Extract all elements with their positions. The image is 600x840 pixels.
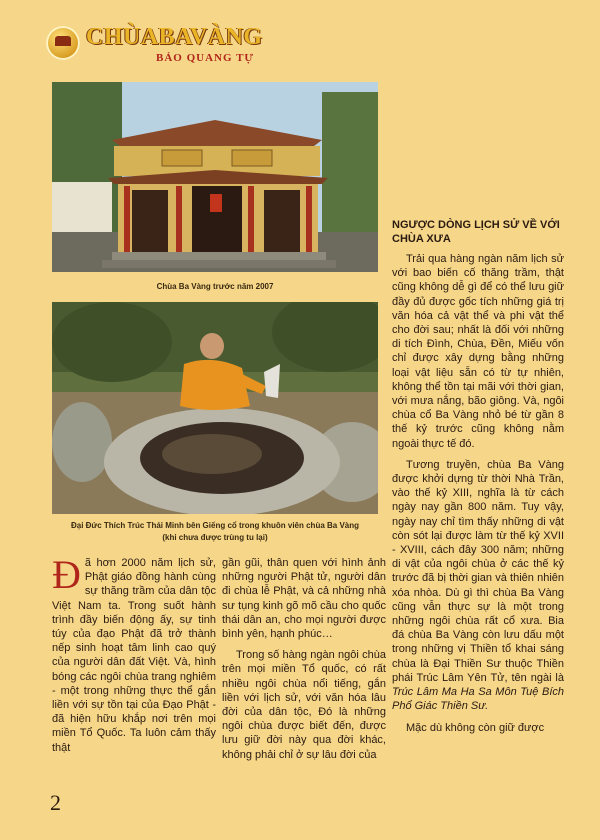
temple-logo-icon	[46, 26, 80, 60]
section-heading: NGƯỢC DÒNG LỊCH SỬ VỀ VỚI CHÙA XƯA	[392, 219, 560, 245]
old-temple-caption: Chùa Ba Vàng trước năm 2007	[156, 282, 274, 291]
bottom-left-column	[52, 552, 216, 762]
right-paragraph-3: Mặc dù không còn giữ được	[406, 721, 545, 734]
old-temple-photo	[52, 82, 378, 272]
right-paragraph-2-italic: Trúc Lâm Ma Ha Sa Môn Tuệ Bích Phổ Giác Thiền Sư.	[392, 686, 564, 713]
monk-well-caption	[46, 520, 384, 544]
drop-cap: Đ	[52, 552, 81, 597]
monk-well-photo	[52, 302, 378, 514]
right-paragraph-2	[392, 458, 564, 714]
middle-paragraph-1: gần gũi, thân quen với hình ảnh những người Phật tử, người dân đi chùa lễ Phật, và cả những nhà sư tụng kinh gõ mõ cầu cho quốc thái dân an, cho mọi người được bình yên, hạnh phúc…	[222, 557, 386, 641]
monk-well-caption-line1: Đại Đức Thích Trúc Thái Minh bên Giếng cổ trong khuôn viên chùa Ba Vàng	[70, 521, 360, 530]
bottom-middle-column	[222, 556, 386, 769]
intro-paragraph	[52, 552, 216, 755]
monk-well-caption-line2: (khi chưa được trùng tu lại)	[162, 533, 268, 542]
right-paragraph-2-main: Tương truyền, chùa Ba Vàng được khởi dựng từ thời Nhà Trần, vào thế kỷ XIII, nghĩa là từ cách ngày nay gần 800 năm. Tuy vậy, ngày nay chỉ tìm thấy những di vật còn sót lại được làm từ thế kỷ XVII - XVIII, cách đây 300 năm; những di vật của ngôi chùa ở các thế kỷ trước đã bị thời gian và thiên nhiên xóa nhòa. Dù gì thì chùa Ba Vàng cũng vẫn thực sự là một trong những ngôi chùa rất cổ xưa. Bia đá chùa Ba Vàng còn lưu dấu một trong những vị Thiền tổ khai sáng chùa là Đại Thiền Sư thuộc Thiền phái Trúc Lâm Yên Tử, tên ngài là	[392, 458, 564, 684]
right-paragraph-1: Trải qua hàng ngàn năm lịch sử với bao biến cố thăng trầm, thật cũng không dễ gì để có thể lưu giữ đầy đủ được gốc tích những giá trị văn hóa cả vật thể và phi vật thể cho đời sau; nhất là đối với những di tích Đình, Chùa, Đền, Miếu vốn chỉ được xây dựng bằng những loại vật liệu sẵn có từ tự nhiên, không thể tồn tại mãi với thời gian, với mưa nắng, bão giông. Và, ngôi chùa cổ Ba Vàng nhỏ bé từ gần 8 thế kỷ trước cũng không nằm ngoài thực tế đó.	[392, 253, 564, 450]
intro-text: ã hơn 2000 năm lịch sử, Phật giáo đồng hành cùng sự thăng trầm của dân tộc Việt Nam ta. Trong suốt hành trình đầy biến động ấy, sự tinh túy của đạo Phật đã trở thành nếp sinh hoạt tâm linh cao quý của người dân đất Việt. Và, hình bóng các ngôi chùa trang nghiêm - một trong những thực thể gắn liền với sự tồn tại của Đạo Phật - đã hiện hữu khắp nơi trên mọi miền Tổ Quốc. Ta luôn cảm thấy thật	[52, 557, 216, 754]
brand-title: CHÙABAVÀNG	[86, 24, 263, 50]
right-column	[392, 252, 564, 742]
brand-subtitle: BẢO QUANG TỰ	[156, 52, 255, 64]
middle-paragraph-2: Trong số hàng ngàn ngôi chùa trên mọi miền Tổ quốc, có rất nhiều ngôi chùa nổi tiếng, gắn liền với lịch sử, với văn hóa lâu đời của dân tộc, Đó là những ngôi chùa được biết đến, được lưu giữ đời này qua đời khác, không phải chỉ ở sự lâu đời của	[222, 649, 386, 761]
page-number: 2	[50, 790, 61, 815]
